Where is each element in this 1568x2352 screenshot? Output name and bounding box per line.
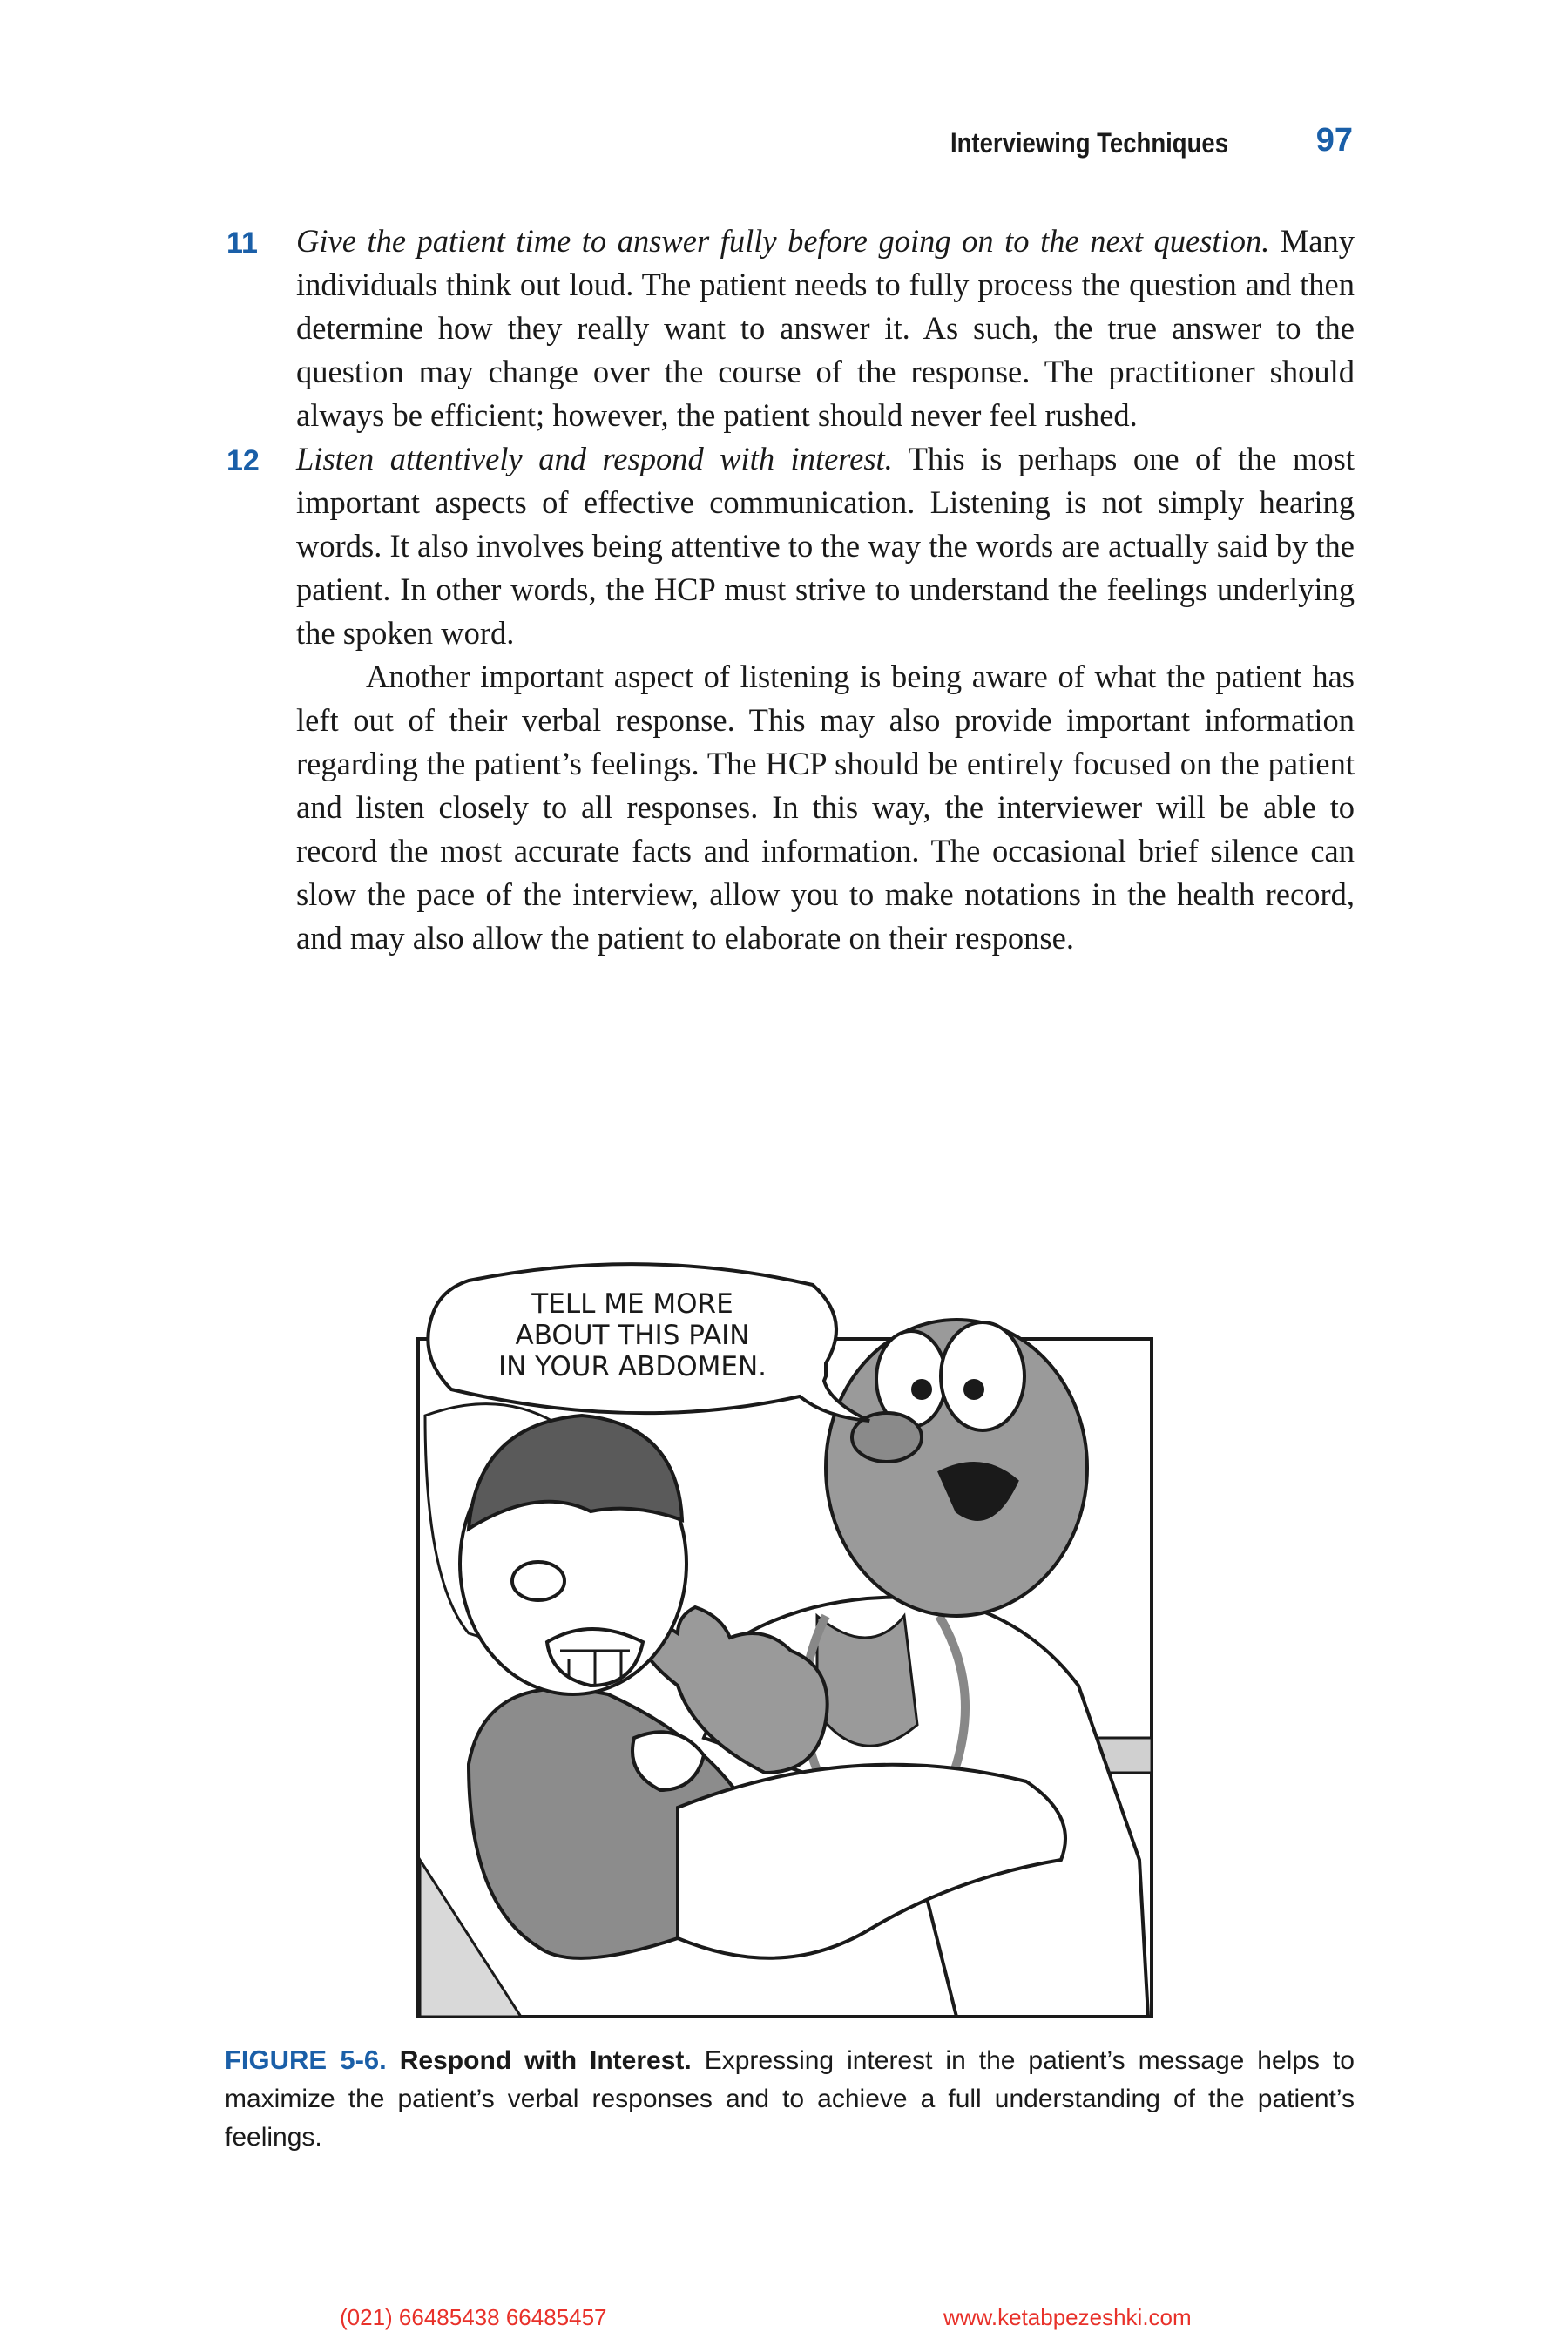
figure-cartoon	[416, 1250, 1157, 2021]
running-title: Interviewing Techniques	[950, 127, 1228, 159]
speech-line-1: TELL ME MORE	[531, 1288, 733, 1320]
item-lead: Listen attentively and respond with interest.	[296, 441, 893, 476]
figure-caption	[225, 2041, 1355, 2157]
footer-phone: (021) 66485438 66485457	[340, 2304, 607, 2330]
speech-line-2: ABOUT THIS PAIN	[515, 1320, 750, 1351]
item-number: 12	[226, 444, 260, 477]
list-item-12	[226, 437, 1355, 655]
cartoon-illustration	[416, 1250, 1157, 2021]
patient-eye	[512, 1562, 564, 1600]
list-item-11	[226, 220, 1355, 437]
caption-text: Expressing interest in the patient’s message helps to maximize the patient’s verbal responses and to achieve a full understanding of the patient’s feelings.	[225, 2046, 1355, 2152]
footer	[0, 2304, 1568, 2339]
speech-line-3: IN YOUR ABDOMEN.	[497, 1351, 767, 1382]
item-lead: Give the patient time to answer fully before going on to the next question.	[296, 223, 1270, 259]
item-text: Many individuals think out loud. The patient needs to fully process the question and then determine how they really want to answer it. As such, the true answer to the question may change over the course of the response. The practitioner should always be efficient; however, the patient should never feel rushed.	[296, 223, 1355, 433]
item-number: 11	[226, 226, 258, 260]
caption-label: FIGURE 5-6.	[225, 2044, 387, 2075]
page-number: 97	[1315, 122, 1353, 159]
item-text: This is perhaps one of the most important aspects of effective communication. Listening is not simply hearing words. It also involves being attentive to the way the words are actually said by the patient. In other words, the HCP must strive to understand the feelings underlying the spoken word.	[296, 441, 1355, 651]
body-paragraph: Another important aspect of listening is being aware of what the patient has left out of their verbal response. This may also provide important information regarding the patient’s feelings. The HCP should be entirely focused on the patient and listen closely to all responses. In this way, the interviewer will be able to record the most accurate facts and information. The occasional brief silence can slow the pace of the interview, allow you to make notations in the health record, and may also allow the patient to elaborate on their response.	[296, 659, 1355, 956]
body-text	[226, 220, 1355, 960]
caption-title: Respond with Interest.	[399, 2046, 692, 2075]
doctor-eye-right	[941, 1322, 1024, 1430]
footer-url[interactable]: www.ketabpezeshki.com	[943, 2304, 1192, 2330]
running-head	[0, 122, 1568, 166]
